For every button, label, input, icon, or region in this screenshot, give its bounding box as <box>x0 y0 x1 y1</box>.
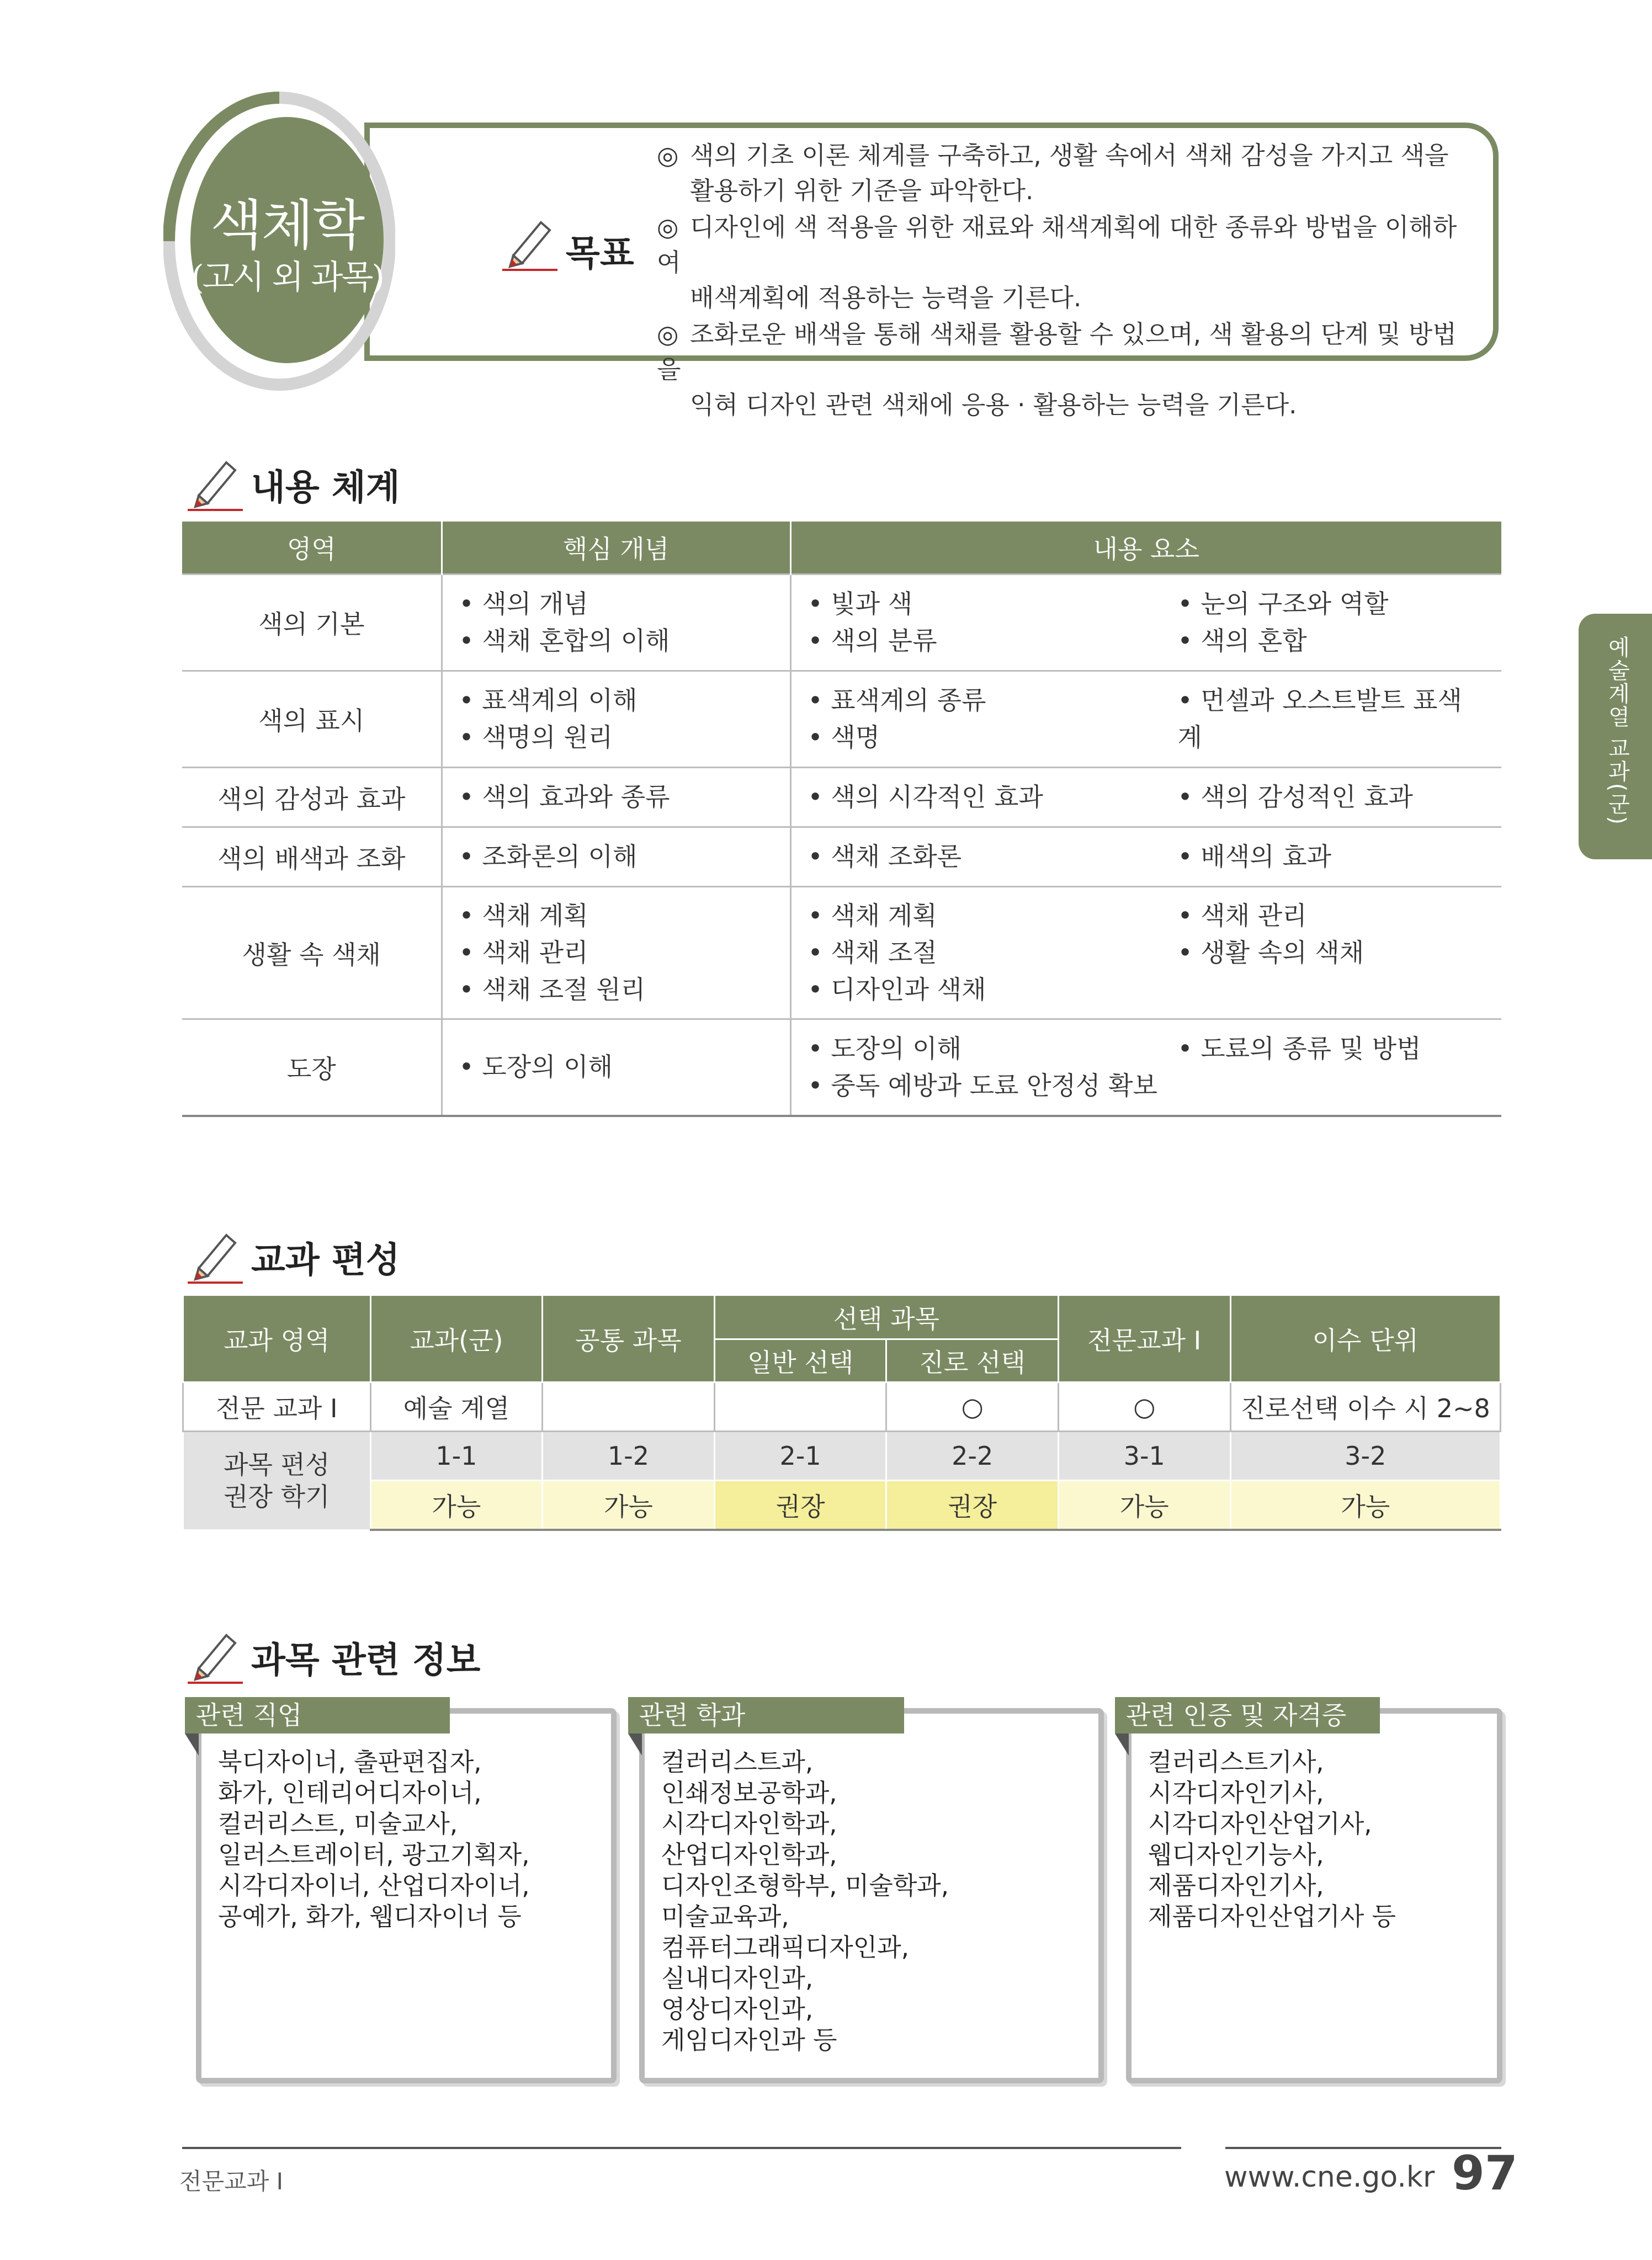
semester-cell: 3-1 <box>1058 1432 1230 1481</box>
tab-corner <box>1115 1733 1129 1756</box>
subject-title: 색체학 <box>210 194 364 257</box>
element-cell <box>790 671 1501 768</box>
element-cell <box>790 1019 1501 1116</box>
concept-cell <box>442 887 790 1019</box>
bullet-item: • 배색의 효과 <box>1178 838 1485 875</box>
area-cell: 생활 속 색채 <box>182 887 442 1019</box>
semester-label: 과목 편성 <box>224 1449 330 1480</box>
semester-cell: 1-1 <box>370 1432 543 1481</box>
area-cell: 도장 <box>182 1019 442 1116</box>
table-row <box>182 887 1501 1019</box>
bullet-item: • 색채 조절 원리 <box>459 971 773 1008</box>
goal-item <box>657 317 1474 423</box>
column-header: 교과(군) <box>370 1295 543 1382</box>
bullet-item: • 디자인과 색채 <box>808 971 1178 1008</box>
semester-cell: 3-2 <box>1230 1432 1500 1481</box>
bullet-item: • 색채 혼합의 이해 <box>459 623 773 660</box>
bullet-item: • 색채 조절 <box>808 934 1178 971</box>
page-number: 97 <box>1452 2146 1518 2201</box>
semester-label: 권장 학기 <box>224 1481 330 1512</box>
cell: 예술 계열 <box>370 1382 543 1432</box>
column-header: 핵심 개념 <box>442 522 790 575</box>
column-header: 공통 과목 <box>543 1295 715 1382</box>
semester-cell: 2-1 <box>714 1432 886 1481</box>
element-cell <box>790 887 1501 1019</box>
element-cell <box>790 827 1501 887</box>
cell: 전문 교과 I <box>183 1382 371 1432</box>
semester-cell: 2-2 <box>886 1432 1059 1481</box>
element-cell <box>790 575 1501 671</box>
table-row <box>183 1481 1501 1530</box>
status-cell: 가능 <box>370 1481 543 1530</box>
goal-list <box>657 138 1474 424</box>
pencil-icon <box>182 1225 248 1286</box>
status-cell: 권장 <box>886 1481 1059 1530</box>
semester-cell: 1-2 <box>543 1432 715 1481</box>
bullet-item: • 색의 감성적인 효과 <box>1178 779 1485 816</box>
jobs-label: 관련 직업 <box>185 1697 450 1733</box>
certificates-text: 컬러리스트기사, 시각디자인기사, 시각디자인산업기사, 웹디자인기능사, 제품디자인기사, 제품디자인산업기사 등 <box>1148 1747 1396 1931</box>
goal-label: 목표 <box>566 233 634 274</box>
cell <box>543 1382 715 1432</box>
goal-marker: ◎ <box>657 320 679 349</box>
bullet-item: • 색의 개념 <box>459 586 773 623</box>
bullet-item: • 도료의 종류 및 방법 <box>1178 1030 1485 1067</box>
goal-line: 익혀 디자인 관련 색채에 응용 · 활용하는 능력을 기른다. <box>690 390 1297 419</box>
section-title-related: 과목 관련 정보 <box>251 1640 481 1681</box>
bullet-item: • 생활 속의 색채 <box>1178 934 1485 971</box>
column-header: 전문교과 I <box>1058 1295 1230 1382</box>
column-header: 일반 선택 <box>714 1339 886 1382</box>
cell: ○ <box>886 1382 1059 1432</box>
departments-text: 컬러리스트과, 인쇄정보공학과, 시각디자인학과, 산업디자인학과, 디자인조형학부, 미술학과, 미술교육과, 컴퓨터그래픽디자인과, 실내디자인과, 영상디자인과, 게임디자인과 등 <box>661 1747 949 2055</box>
bullet-item: • 색명 <box>808 719 1178 756</box>
bullet-item: • 색의 효과와 종류 <box>459 779 773 816</box>
side-tab-label: 예술계열 교과(군) <box>1605 636 1630 826</box>
departments-label: 관련 학과 <box>628 1697 904 1733</box>
status-cell: 가능 <box>543 1481 715 1530</box>
side-tab <box>1579 614 1652 859</box>
tab-corner <box>628 1733 642 1756</box>
table-row <box>183 1382 1501 1432</box>
goal-line: 활용하기 위한 기준을 파악한다. <box>690 176 1034 205</box>
column-header: 선택 과목 <box>714 1295 1058 1339</box>
concept-cell <box>442 768 790 827</box>
goal-line: 디자인에 색 적용을 위한 재료와 채색계획에 대한 종류와 방법을 이해하여 <box>657 212 1457 277</box>
cell: ○ <box>1058 1382 1230 1432</box>
jobs-text: 북디자이너, 출판편집자, 화가, 인테리어디자이너, 컬러리스트, 미술교사, 일러스트레이터, 광고기획자, 시각디자이너, 산업디자이너, 공예가, 화가, 웹디자이너 등 <box>218 1747 530 1931</box>
bullet-item: • 색채 계획 <box>459 897 773 934</box>
goal-line: 배색계획에 적용하는 능력을 기른다. <box>690 283 1082 312</box>
table-row <box>182 671 1501 768</box>
bullet-item: • 도장의 이해 <box>808 1030 1178 1067</box>
table-header-row <box>183 1295 1501 1339</box>
cell <box>714 1382 886 1432</box>
table-row <box>182 768 1501 827</box>
bullet-item: • 색의 시각적인 효과 <box>808 779 1178 816</box>
column-header: 진로 선택 <box>886 1339 1059 1382</box>
area-cell: 색의 표시 <box>182 671 442 768</box>
section-title-content: 내용 체계 <box>251 467 400 508</box>
footer-section-label: 전문교과 Ⅰ <box>179 2168 284 2195</box>
table-header-row <box>182 522 1501 575</box>
table-row <box>182 827 1501 887</box>
element-cell <box>790 768 1501 827</box>
section-title-curriculum: 교과 편성 <box>251 1240 400 1281</box>
table-row <box>182 1019 1501 1116</box>
bullet-item: • 표색계의 이해 <box>459 682 773 719</box>
column-header: 이수 단위 <box>1230 1295 1500 1382</box>
pencil-icon <box>497 212 563 273</box>
concept-cell <box>442 575 790 671</box>
bullet-item: • 도장의 이해 <box>459 1049 773 1086</box>
concept-cell <box>442 671 790 768</box>
subject-note: (고시 외 과목) <box>191 258 383 297</box>
footer-divider <box>182 2147 1181 2149</box>
pencil-icon <box>182 453 248 513</box>
column-header: 내용 요소 <box>790 522 1501 575</box>
content-system-table <box>182 522 1501 1117</box>
area-cell: 색의 감성과 효과 <box>182 768 442 827</box>
bullet-item: • 눈의 구조와 역할 <box>1178 586 1485 623</box>
goal-line: 조화로운 배색을 통해 색채를 활용할 수 있으며, 색 활용의 단계 및 방법을 <box>657 320 1457 384</box>
bullet-item: • 색채 관리 <box>1178 897 1485 934</box>
footer-url[interactable]: www.cne.go.kr <box>1224 2161 1435 2194</box>
curriculum-table <box>182 1294 1501 1531</box>
goal-line: 색의 기초 이론 체계를 구축하고, 생활 속에서 색채 감성을 가지고 색을 <box>690 141 1449 170</box>
bullet-item: • 표색계의 종류 <box>808 682 1178 719</box>
bullet-item: • 먼셀과 오스트발트 표색계 <box>1178 682 1485 756</box>
bullet-item: • 색채 조화론 <box>808 838 1178 875</box>
bullet-item: • 색채 계획 <box>808 897 1178 934</box>
column-header: 영역 <box>182 522 442 575</box>
bullet-item: • 빛과 색 <box>808 586 1178 623</box>
goal-item <box>657 138 1474 209</box>
area-cell: 색의 기본 <box>182 575 442 671</box>
semester-label-cell <box>183 1432 371 1530</box>
tab-corner <box>185 1733 199 1756</box>
concept-cell <box>442 827 790 887</box>
status-cell: 가능 <box>1058 1481 1230 1530</box>
bullet-item: • 중독 예방과 도료 안정성 확보 <box>808 1067 1485 1104</box>
table-row <box>182 575 1501 671</box>
bullet-item: • 색명의 원리 <box>459 719 773 756</box>
concept-cell <box>442 1019 790 1116</box>
bullet-item: • 색채 관리 <box>459 934 773 971</box>
column-header: 교과 영역 <box>183 1295 371 1382</box>
status-cell: 권장 <box>714 1481 886 1530</box>
certificates-label: 관련 인증 및 자격증 <box>1115 1697 1380 1733</box>
table-row <box>183 1432 1501 1481</box>
bullet-item: • 색의 혼합 <box>1178 623 1485 660</box>
area-cell: 색의 배색과 조화 <box>182 827 442 887</box>
cell: 진로선택 이수 시 2~8 <box>1230 1382 1500 1432</box>
goal-item <box>657 210 1474 316</box>
goal-marker: ◎ <box>657 141 679 170</box>
bullet-item: • 색의 분류 <box>808 623 1178 660</box>
bullet-item: • 조화론의 이해 <box>459 838 773 875</box>
pencil-icon <box>182 1625 248 1686</box>
status-cell: 가능 <box>1230 1481 1500 1530</box>
goal-marker: ◎ <box>657 212 679 242</box>
